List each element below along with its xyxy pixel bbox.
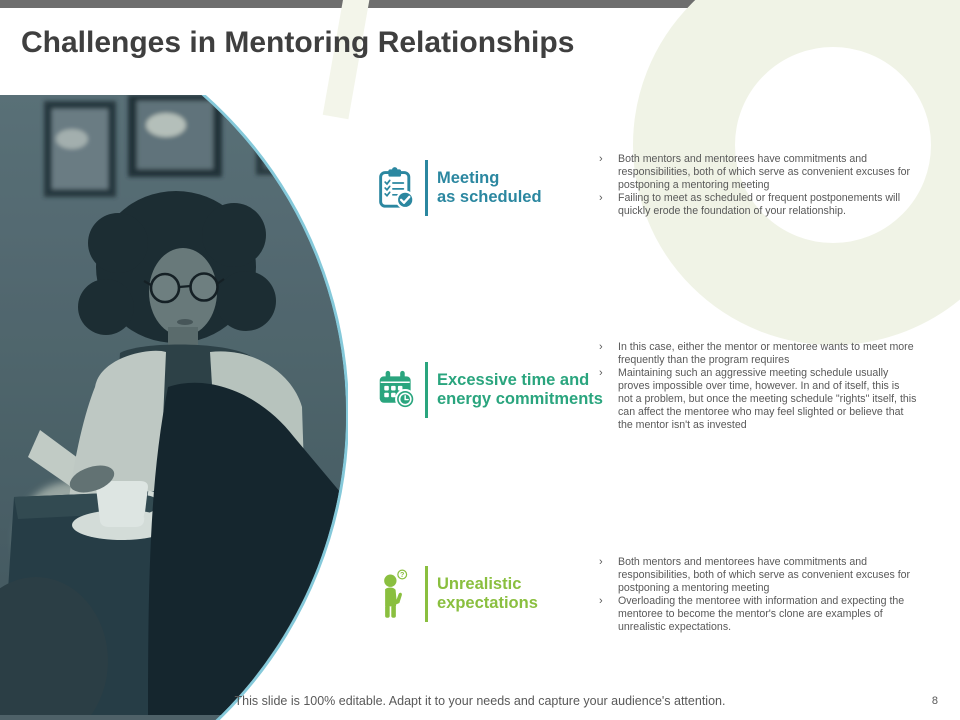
- section-divider: [425, 160, 428, 216]
- clipboard-check-icon: [376, 159, 418, 217]
- section-bullets: [597, 341, 917, 432]
- bullet-item: › Overloading the mentoree with information and expecting the mentoree to become the mentor's clone are examples of unrealistic expectations.: [599, 595, 905, 633]
- section-meeting-as-scheduled: [376, 159, 542, 217]
- page-number: 8: [931, 695, 938, 707]
- section-heading: Unrealistic expectations: [437, 575, 538, 612]
- editable-note: This slide is 100% editable. Adapt it to your needs and capture your audience's attention.: [234, 694, 726, 708]
- section-divider: [425, 566, 428, 622]
- bullet-marker: ›: [599, 556, 603, 568]
- section-heading: Excessive time and energy commitments: [437, 371, 603, 408]
- bullet-marker: ›: [599, 192, 603, 204]
- bullet-item: › Both mentors and mentorees have commitments and responsibilities, both of which serve as convenient excuses for postponing a mentoring meeting: [599, 556, 911, 594]
- bullet-marker: ›: [599, 367, 603, 379]
- section-bullets: [597, 153, 917, 218]
- section-unrealistic-expectations: [376, 565, 538, 623]
- bullet-item: › Failing to meet as scheduled or frequent postponements will quickly erode the foundation of your relationship.: [599, 192, 901, 217]
- calendar-clock-icon: [376, 361, 418, 419]
- bullet-item: › In this case, either the mentor or mentoree wants to meet more frequently than the program requires: [599, 341, 914, 366]
- cafe-photo-illustration: [0, 95, 346, 715]
- section-heading: Meeting as scheduled: [437, 169, 542, 206]
- section-excessive-time: [376, 361, 603, 419]
- bullet-item: › Both mentors and mentorees have commitments and responsibilities, both of which serve as convenient excuses for postponing a mentoring meeting: [599, 153, 911, 191]
- page-title: Challenges in Mentoring Relationships: [21, 26, 575, 59]
- photo-mask: [0, 95, 348, 720]
- bullet-marker: ›: [599, 341, 603, 353]
- question-mark-glyph: ?: [400, 571, 405, 580]
- bullet-item: › Maintaining such an aggressive meeting schedule usually proves impossible over time, however. In and of itself, this is not a problem, but once the meeting schedule "rights" itself, this can affect the mentoree who may feel slighted or believe that the mentor isn't as invested: [599, 367, 917, 431]
- bullet-marker: ›: [599, 595, 603, 607]
- bullet-marker: ›: [599, 153, 603, 165]
- photo-circle: [0, 95, 348, 720]
- person-question-icon: [376, 565, 418, 623]
- section-divider: [425, 362, 428, 418]
- section-bullets: [597, 556, 917, 634]
